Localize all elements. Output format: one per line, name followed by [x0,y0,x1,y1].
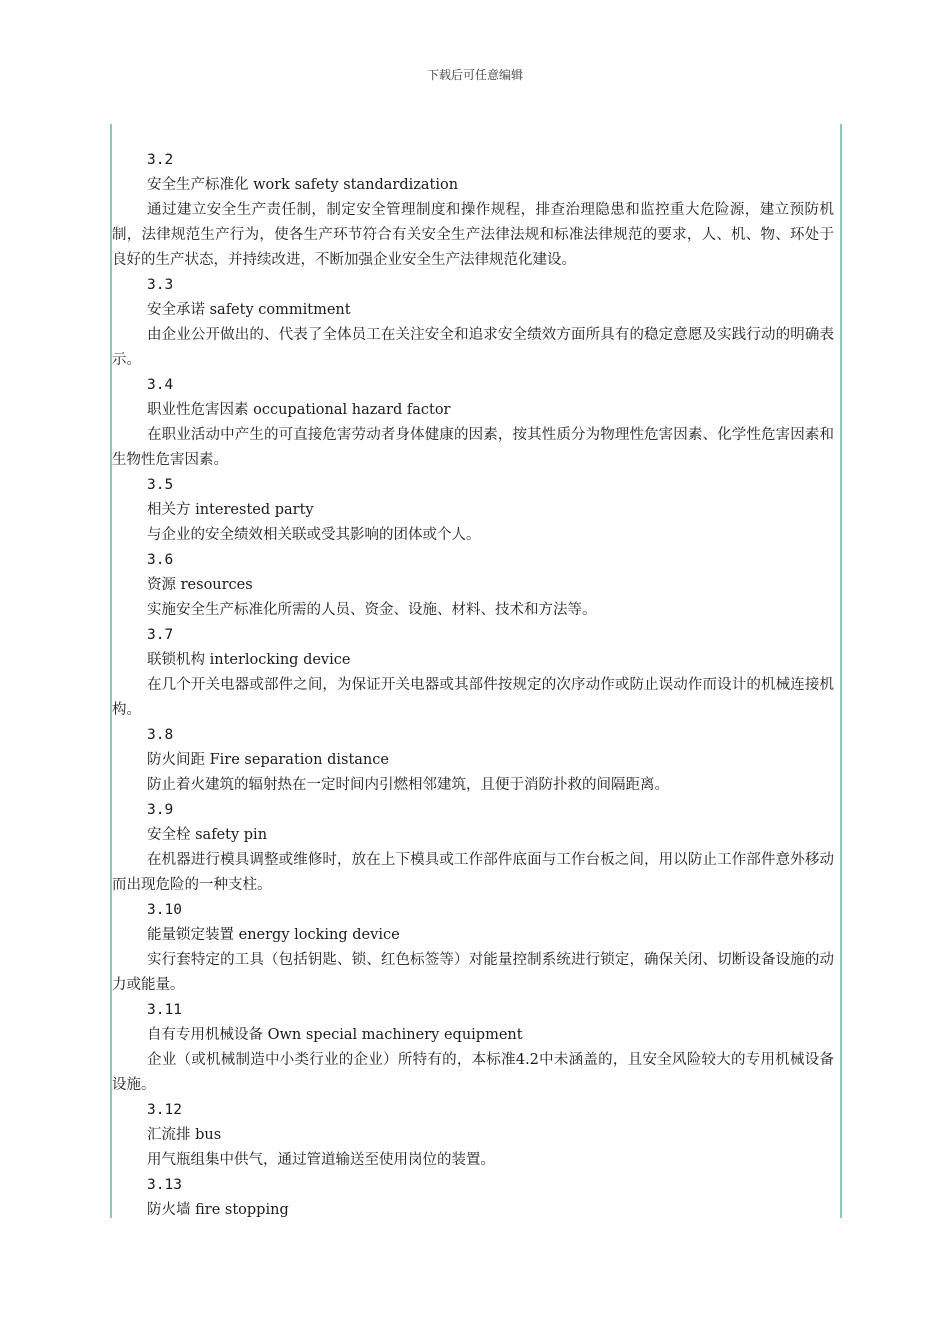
entry [112,623,834,723]
entry [112,898,834,998]
definition-text: 与企业的安全绩效相关联或受其影响的团体或个人。 [147,527,481,543]
term-heading: 防火墙 fire stopping [147,1202,289,1218]
definition-text: 在机器进行模具调整或维修时，放在上下模具或工作部件底面与工作台板之间，用以防止工作部件意外移动而出现危险的一种支柱。 [112,852,834,893]
term-heading: 能量锁定装置 energy locking device [147,927,400,943]
clause-number: 3.12 [147,1102,182,1118]
definition-text: 在几个开关电器或部件之间，为保证开关电器或其部件按规定的次序动作或防止误动作而设计的机械连接机构。 [112,677,834,718]
entry [112,723,834,798]
term-heading: 安全承诺 safety commitment [147,302,351,318]
clause-number: 3.9 [147,802,174,818]
clause-number: 3.5 [147,477,174,493]
clause-number: 3.13 [147,1177,182,1193]
entry [112,148,834,273]
entry [112,373,834,473]
clause-number: 3.3 [147,277,174,293]
clause-number: 3.11 [147,1002,182,1018]
term-heading: 相关方 interested party [147,502,314,518]
entry [112,548,834,623]
term-heading: 资源 resources [147,577,253,593]
definition-text: 由企业公开做出的、代表了全体员工在关注安全和追求安全绩效方面所具有的稳定意愿及实践行动的明确表示。 [112,327,834,368]
term-heading: 安全生产标准化 work safety standardization [147,177,459,193]
entry [112,998,834,1098]
term-heading: 安全栓 safety pin [147,827,268,843]
entry [112,273,834,373]
term-heading: 自有专用机械设备 Own special machinery equipment [147,1027,523,1043]
entry [112,798,834,898]
definition-text: 防止着火建筑的辐射热在一定时间内引燃相邻建筑，且便于消防扑救的间隔距离。 [147,777,669,793]
clause-number: 3.8 [147,727,174,743]
term-heading: 汇流排 bus [147,1127,222,1143]
entry [112,1173,834,1223]
entry [112,1098,834,1173]
clause-number: 3.6 [147,552,174,568]
term-heading: 防火间距 Fire separation distance [147,752,389,768]
clause-number: 3.2 [147,152,174,168]
definitions-section [112,148,834,1223]
definition-text: 在职业活动中产生的可直接危害劳动者身体健康的因素，按其性质分为物理性危害因素、化学性危害因素和生物性危害因素。 [112,427,834,468]
download-note: 下载后可任意编辑 [426,68,523,82]
definition-text: 用气瓶组集中供气，通过管道输送至使用岗位的装置。 [147,1152,495,1168]
entry [112,473,834,548]
definition-text: 企业（或机械制造中小类行业的企业）所特有的，本标准4.2中未涵盖的，且安全风险较大的专用机械设备设施。 [112,1052,834,1093]
term-heading: 联锁机构 interlocking device [147,652,351,668]
term-heading: 职业性危害因素 occupational hazard factor [147,402,451,418]
clause-number: 3.7 [147,627,174,643]
definition-text: 实行套特定的工具（包括钥匙、锁、红色标签等）对能量控制系统进行锁定，确保关闭、切断设备设施的动力或能量。 [112,952,834,993]
clause-number: 3.4 [147,377,174,393]
definition-text: 通过建立安全生产责任制，制定安全管理制度和操作规程，排查治理隐患和监控重大危险源，建立预防机制，法律规范生产行为，使各生产环节符合有关安全生产法律法规和标准法律规范的要求，人、机、物、环处于良好的生产状态，并持续改进，不断加强企业安全生产法律规范化建设。 [112,202,834,268]
clause-number: 3.10 [147,902,182,918]
definition-text: 实施安全生产标准化所需的人员、资金、设施、材料、技术和方法等。 [147,602,597,618]
